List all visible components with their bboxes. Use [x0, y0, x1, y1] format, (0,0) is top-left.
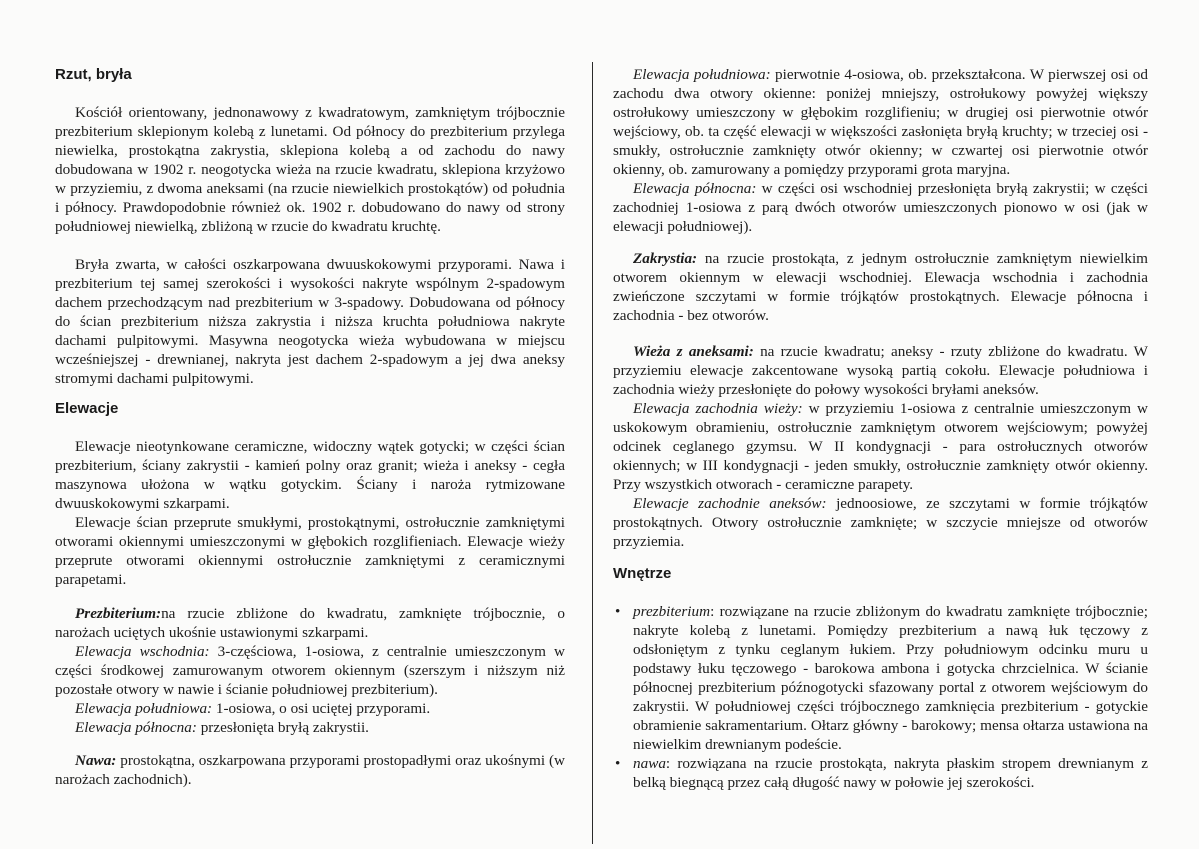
elewacja-poludniowa-paragraph	[613, 65, 1148, 179]
wnetrze-prezbiterium-label: prezbiterium	[633, 603, 711, 620]
wieza-paragraph	[613, 342, 1148, 399]
zakrystia-text: na rzucie prostokąta, z jednym ostrołucznie zamkniętym niewielkim otworem okiennym w elewacji wschodniej. Elewacja wschodnia i zachodnia zwieńczone szczytami w formie trójkątów prostokątnych. Elewacje północna i zachodnia - bez otworów.	[613, 250, 1148, 324]
prezbiterium-wschodnia-label: Elewacja wschodnia:	[75, 643, 210, 660]
bullet-icon: •	[615, 603, 621, 620]
aneksy-label: Elewacje zachodnie aneksów:	[633, 495, 827, 512]
wieza-label: Wieża z aneksami:	[633, 343, 754, 360]
elewacje-paragraph-1: Elewacje nieotynkowane ceramiczne, widoczny wątek gotycki; w części ścian prezbiterium, ściany zakrystii - kamień polny oraz granit; wieża i aneksy - cegła maszynowa ułożona w wątku gotyckim. Ściany i naroża rytmizowane dwuuskokowymi szkarpami.	[55, 438, 565, 512]
prezbiterium-polnocna	[55, 718, 565, 737]
zakrystia-label: Zakrystia:	[633, 250, 698, 267]
prezbiterium-poludniowa-label: Elewacja południowa:	[75, 700, 213, 717]
wnetrze-nawa-label: nawa	[633, 755, 666, 772]
prezbiterium-poludniowa	[55, 699, 565, 718]
heading-elewacje: Elewacje	[55, 400, 119, 417]
elewacja-poludniowa-text: pierwotnie 4-osiowa, ob. przekształcona. W pierwszej osi od zachodu dwa otwory okienne: poniżej mniejszy, ostrołukowy powyżej większy ostrołukowy umieszczony w głębokim rozglifieniu; w drugiej osi pierwotnie otwór wejściowy, ob. ta część elewacji w większości zasłonięta bryłą kruchty; w trzeciej osi - smukły, ostrołucznie zamknięty otwór okienny; w czwartej osi pierwotnie otwór okienny, ob. zamurowany a pomiędzy przyporami grota maryjna.	[613, 66, 1148, 178]
prezbiterium-wschodnia	[55, 642, 565, 699]
rzut-paragraph-2: Bryła zwarta, w całości oszkarpowana dwuuskokowymi przyporami. Nawa i prezbiterium tej samej szerokości i wysokości nakryte wspólnym 2-spadowym dachem przechodzącym nad prezbiterium w 3-spadowy. Dobudowana od północy do ścian prezbiterium niższa zakrystia i niższa kruchta południowa nakryte dachami pulpitowymi. Masywna neogotycka wieża wybudowana w miejscu wcześniejszej - drewnianej, nakryta jest dachem 2-spadowym a jej dwa aneksy stromymi dachami pulpitowymi.	[55, 256, 565, 387]
prezbiterium-paragraph	[55, 604, 565, 642]
rzut-paragraph-1: Kościół orientowany, jednonawowy z kwadratowym, zamkniętym trójbocznie prezbiterium sklepionym kolebą z lunetami. Od północy do prezbiterium przylega niewielka, prostokątna zakrystia, sklepiona kolebą a od zachodu do nawy dobudowana w 1902 r. neogotycka wieża na rzucie kwadratu, sklepiona krzyżowo w przyziemiu, z dwoma aneksami (na rzucie niewielkich prostokątów) od południa i północy. Prawdopodobnie również ok. 1902 r. dobudowano do nawy od strony południowej niewielką, zbliżoną w rzucie do kwadratu kruchtę.	[55, 104, 565, 235]
nawa-paragraph	[55, 751, 565, 789]
heading-wnetrze: Wnętrze	[613, 565, 672, 582]
prezbiterium-label: Prezbiterium:	[75, 605, 162, 622]
heading-rzut-bryla: Rzut, bryła	[55, 66, 132, 83]
prezbiterium-text: na rzucie zbliżone do kwadratu, zamknięte trójbocznie, o narożach uciętych ukośnie ustawionymi szkarpami.	[55, 605, 565, 641]
prezbiterium-poludniowa-text: 1-osiowa, o osi uciętej przyporami.	[212, 700, 431, 717]
aneksy-text: jednoosiowe, ze szczytami w formie trójkątów prostokątnych. Otwory ostrołucznie zamknięte; w szczycie mniejsze od otworów przyziemia.	[613, 495, 1148, 550]
column-divider	[592, 62, 593, 844]
prezbiterium-polnocna-label: Elewacja północna:	[75, 719, 197, 736]
wieza-zachodnia-paragraph	[613, 399, 1148, 494]
list-item-prezbiterium	[613, 602, 1148, 754]
elewacja-polnocna-paragraph	[613, 179, 1148, 236]
elewacja-polnocna-label: Elewacja północna:	[633, 180, 757, 197]
list-item-nawa	[613, 754, 1148, 792]
wnetrze-prezbiterium-text: : rozwiązane na rzucie zbliżonym do kwadratu zamknięte trójbocznie; nakryte kolebą z lunetami. Pomiędzy prezbiterium a nawą łuk tęczowy z odsłoniętym z tynku ceglanym łukiem. Przy południowym odcinku muru u podstawy łuku tęczowego - barokowa ambona i gotycka chrzcielnica. W ścianie północnej prezbiterium późnogotycki sfazowany portal z otworem wejściowym do zakrystii. W południowej części trójbocznego zamknięcia prezbiterium - gotyckie obramienie sakramentarium. Ołtarz główny - barokowy; mensa ołtarza ustawiona na niewielkim drewnianym podeście.	[633, 603, 1148, 753]
bullet-icon: •	[615, 755, 621, 772]
wnetrze-nawa-text: : rozwiązana na rzucie prostokąta, nakryta płaskim stropem drewnianym z belką biegnącą przez całą długość nawy w połowie jej szerokości.	[633, 755, 1148, 791]
aneksy-paragraph	[613, 494, 1148, 551]
elewacja-polnocna-text: w części osi wschodniej przesłonięta bryłą zakrystii; w części zachodniej 1-osiowa z parą dwóch otworów umieszczonych pionowo w osi (jak w elewacji południowej).	[613, 180, 1148, 235]
prezbiterium-polnocna-text: przesłonięta bryłą zakrystii.	[196, 719, 369, 736]
wieza-zachodnia-text: w przyziemiu 1-osiowa z centralnie umieszczonym w uskokowym obramieniu, ostrołucznie zamkniętym otworem wejściowym; powyżej odcinek ceglanego gzymsu. W II kondygnacji - para ostrołucznych otworów okiennych; w III kondygnacji - jeden smukły, ostrołucznie zamknięty otwór okienny. Przy wszystkich otworach - ceramiczne parapety.	[613, 400, 1148, 493]
zakrystia-paragraph	[613, 249, 1148, 325]
nawa-label: Nawa:	[75, 752, 117, 769]
wieza-text: na rzucie kwadratu; aneksy - rzuty zbliżone do kwadratu. W przyziemiu elewacje zakcentowane wysoką partią cokołu. Elewacje południowa i zachodnia wieży przesłonięte do połowy wysokości bryłami aneksów.	[613, 343, 1148, 398]
prezbiterium-wschodnia-text: 3-częściowa, 1-osiowa, z centralnie umieszczonym w części środkowej zamurowanym otworem okiennym (szerszym i niższym niż pozostałe otwory w nawie i ścianie południowej prezbiterium).	[55, 643, 565, 698]
elewacja-poludniowa-label: Elewacja południowa:	[633, 66, 771, 83]
nawa-text: prostokątna, oszkarpowana przyporami prostopadłymi oraz ukośnymi (w narożach zachodnich).	[55, 752, 565, 788]
wnetrze-list	[613, 602, 1148, 792]
wieza-zachodnia-label: Elewacja zachodnia wieży:	[633, 400, 803, 417]
elewacje-paragraph-2: Elewacje ścian przeprute smukłymi, prostokątnymi, ostrołucznie zamkniętymi otworami okiennymi umieszczonymi w głębokich rozglifieniach. Elewacje wieży przeprute otworami okiennymi ostrołucznie zamkniętymi z ceramicznymi parapetami.	[55, 514, 565, 588]
